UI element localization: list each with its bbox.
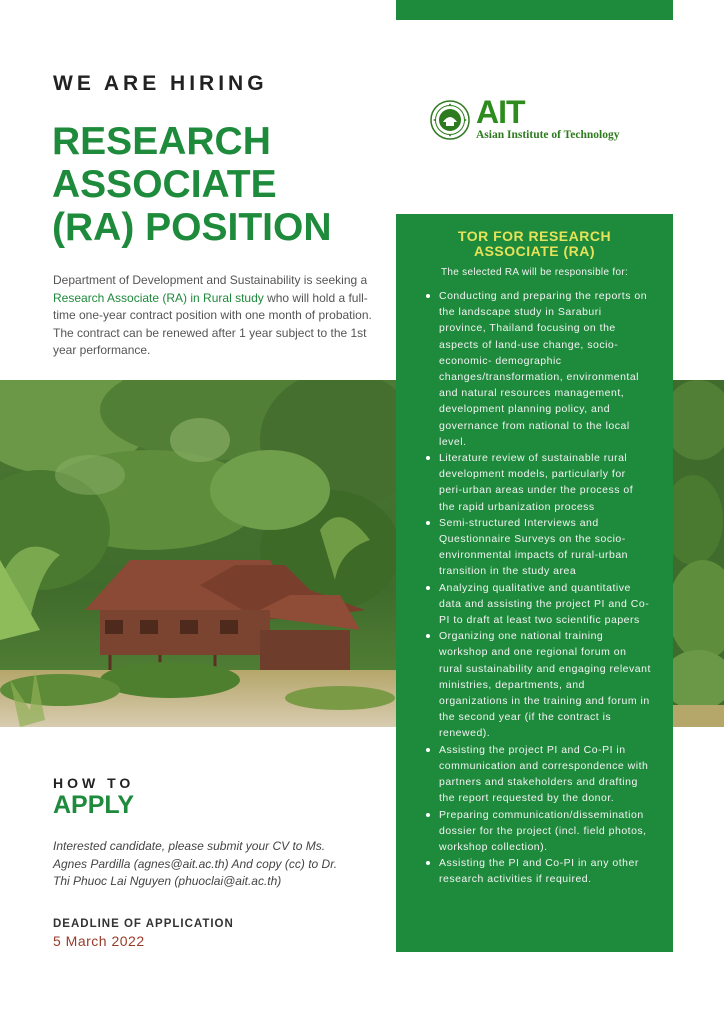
top-accent-bar (396, 0, 673, 20)
deadline-label: DEADLINE OF APPLICATION (53, 918, 234, 930)
hiring-heading: WE ARE HIRING (53, 72, 268, 95)
intro-paragraph (53, 272, 383, 360)
position-title (52, 120, 392, 249)
tor-item: Literature review of sustainable rural development models, particularly for peri-urban areas under the process of the rapid urbanization process (425, 450, 651, 515)
tor-list (425, 288, 651, 888)
tor-item: Conducting and preparing the reports on the landscape study in Saraburi province, Thailand focusing on the aspects of land-use change, socio-economic- demographic changes/transformation, environmental and natural resources management, development planning policy, and governance from national to the local level. (425, 288, 651, 450)
tor-subtitle: The selected RA will be responsible for: (440, 267, 629, 278)
tor-title-line: TOR FOR RESEARCH (457, 228, 612, 244)
deadline-date: 5 March 2022 (53, 933, 145, 949)
forest-photo-strip (673, 380, 724, 727)
intro-text-after: who will hold a full-time one-year contract position with one month of probation. The contract can be renewed after 1 year subject to the 1st year performance. (53, 290, 372, 357)
apply-heading: APPLY (53, 791, 135, 819)
tor-title-line: ASSOCIATE (RA) (473, 243, 596, 259)
tor-item: Analyzing qualitative and quantitative data and assisting the project PI and Co-PI to draft at least two scientific papers (425, 580, 651, 629)
ait-seal-icon (430, 100, 470, 140)
thai-house-photo (0, 380, 396, 727)
tor-item: Assisting the PI and Co-PI in any other research activities if required. (425, 855, 651, 887)
tor-item: Organizing one national training workshop and one regional forum on rural sustainability and engaging relevant ministries, departments, and organizations in the training and forum in the second year (if the contract is renewed). (425, 628, 651, 741)
tor-title (396, 229, 673, 259)
ait-logo (430, 94, 640, 144)
tor-item: Assisting the project PI and Co-PI in communication and correspondence with partners and stakeholders and drafting the report requested by the donor. (425, 742, 651, 807)
position-title-line: RESEARCH (52, 120, 271, 163)
position-title-line: ASSOCIATE (52, 163, 277, 206)
tor-item: Preparing communication/dissemination dossier for the project (incl. field photos, workshop collection). (425, 807, 651, 856)
tor-panel (396, 214, 673, 952)
apply-instructions: Interested candidate, please submit your CV to Ms. Agnes Pardilla (agnes@ait.ac.th) And copy (cc) to Dr. Thi Phuoc Lai Nguyen (phuoclai@ait.ac.th) (53, 839, 338, 888)
intro-highlight: Research Associate (RA) in Rural study (53, 290, 264, 305)
how-to-heading: HOW TO (53, 775, 135, 791)
ait-logo-subtitle: Asian Institute of Technology (476, 129, 620, 141)
ait-logo-main: AIT (476, 94, 525, 130)
position-title-line: (RA) POSITION (52, 206, 332, 249)
intro-text-before: Department of Development and Sustainability is seeking a (53, 273, 368, 287)
tor-item: Semi-structured Interviews and Questionnaire Surveys on the socio-environmental impacts of rural-urban transition in the study area (425, 515, 651, 580)
